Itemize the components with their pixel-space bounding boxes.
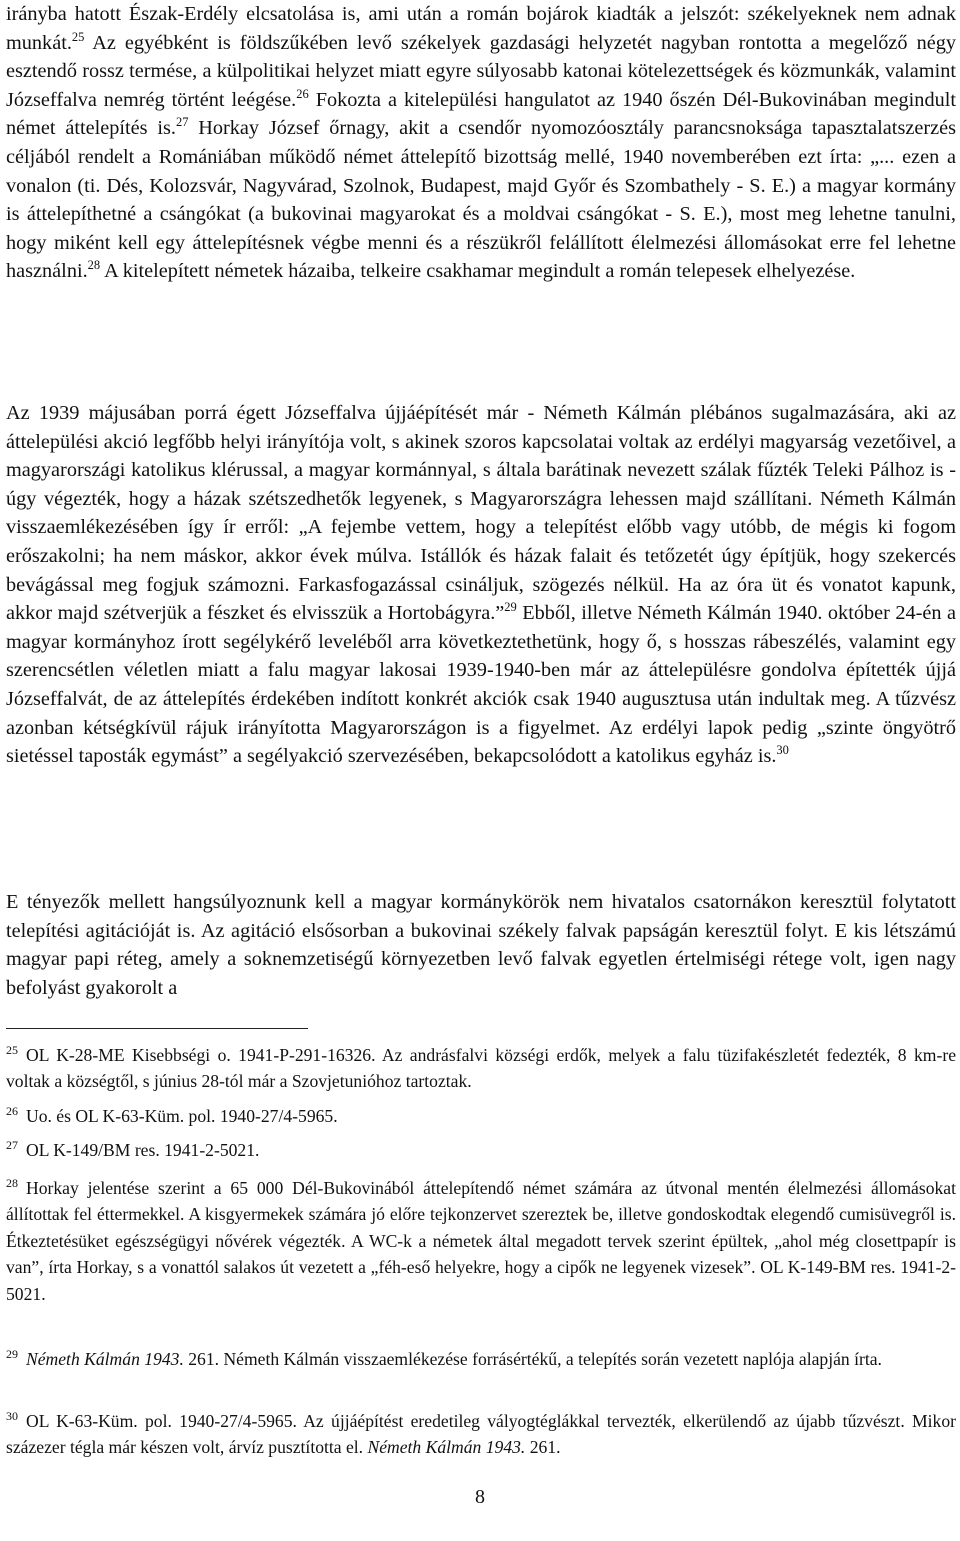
paragraph-text: irányba hatott Észak-Erdély elcsatolása is, ami után a román bojárok kiadták a jelszót: székelyeknek nem adnak munkát.: [6, 3, 956, 54]
paragraph-3: [6, 888, 956, 1002]
footnote-number: 28: [6, 1176, 18, 1191]
paragraph-text: E tényezők mellett hangsúlyoznunk kell a magyar kormánykörök nem hivatalos csatornákon keresztül folytatott telepítési agitációját is. Az agitáció elsősorban a bukovinai székely falvak papságán keresztül folyt. E kis létszámú magyar papi réteg, amely a soknemzetiségű környezetben levő falvak egyetlen értelmiségi rétege volt, igen nagy befolyást gyakorolt a: [6, 891, 956, 999]
paragraph-2: [6, 399, 956, 771]
footnote-separator: [6, 1028, 308, 1029]
footnote-text-end: 261.: [525, 1437, 561, 1458]
footnote-28: [6, 1175, 956, 1307]
footnote-30: [6, 1408, 956, 1461]
footnote-ref-26: 26: [296, 87, 309, 102]
footnote-29: [6, 1346, 956, 1372]
footnote-text: 261. Németh Kálmán visszaemlékezése forrásértékű, a telepítés során vezetett naplója alapján írta.: [183, 1349, 882, 1369]
footnote-text: OL K-28-ME Kisebbségi o. 1941-P-291-16326. Az andrásfalvi községi erdők, melyek a falu tüzifakészletét fedezték, 8 km-re voltak a községtől, s június 28-tól már a Szovjetunióhoz tartoztak.: [6, 1045, 956, 1092]
paragraph-text: Az 1939 májusában porrá égett Józseffalva újjáépítését már - Németh Kálmán plébános sugalmazására, aki az áttelepülési akció legfőbb helyi irányítója volt, s akinek szoros kapcsolatai voltak az erdélyi magyarság vezetőivel, a magyarországi katolikus klérussal, a magyar kormánnyal, s általa barátinak nevezett szálak fűzték Teleki Pálhoz is - úgy végezték, hogy a házak szétszedhetők legyenek, s Magyarországra lehessen majd szállítani. Németh Kálmán visszaemlékezésében így ír erről: „A fejembe vettem, hogy a telepítést előbb vagy utóbb, de mégis ki fogom erőszakolni; ha nem máskor, akkor évek múlva. Istállók és házak falait és tetőzetét úgy építjük, hogy szekercés bevágással meg fogjuk számozni. Farkasfogazással csináljuk, szögezés nélkül. Ha az óra üt és vonatot kapunk, akkor majd szétverjük a fészket és elvisszük a Hortobágyra.”: [6, 402, 956, 625]
paragraph-text: A kitelepített németek házaiba, telkeire csakhamar megindult a román telepesek elhelyezése.: [100, 260, 856, 283]
paragraph-text: Az egyébként is földszűkében levő székelyek gazdasági helyzetét nagyban rontotta a megelőző négy esztendő rossz termése, a külpolitikai helyzet miatt egyre súlyosabb katonai kötelezettségek és közmunkák, valamint Józseffalva nemrég történt leégése.: [6, 31, 956, 111]
paragraph-text: Horkay József őrnagy, akit a csendőr nyomozóosztály parancsnoksága tapasztalatszerzés céljából rendelt a Romániában működő német áttelepítő bizottság mellé, 1940 novemberében ezt írta: „... ezen a vonalon (ti. Dés, Kolozsvár, Nagyvárad, Szolnok, Budapest, majd Győr és Szombathely - S. E.) a magyar kormány is áttelepíthetné a csángókat (a bukovinai magyarokat és a moldvai csángókat - S. E.), most meg lehetne tanulni, hogy miként kell egy áttelepítésnek végbe menni és a részükről felállított élelmezési állomásokat erre fel lehetne használni.: [6, 117, 956, 283]
footnote-ref-25: 25: [71, 29, 85, 44]
footnote-26: [6, 1103, 956, 1129]
footnote-number: 25: [6, 1043, 18, 1058]
footnote-number: 29: [6, 1347, 18, 1362]
footnote-number: 27: [6, 1138, 18, 1153]
footnote-ref-29: 29: [504, 600, 517, 615]
footnote-source-italic: Németh Kálmán 1943.: [367, 1437, 526, 1458]
paragraph-text: Ebből, illetve Németh Kálmán 1940. október 24-én a magyar kormányhoz írott segélykérő leveléből arra következtethetünk, hogy ő, s hosszas rábeszélés, valamint egy szerencsétlen véletlen miatt a falu magyar lakosai 1939-1940-ben már az áttelepülésre gondolva építették újjá Józseffalvát, de az áttelepítés érdekében indított konkrét akciók csak 1940 augusztusa után indultak meg. A tűzvész azonban kétségkívül rájuk irányította Magyarországon is a figyelmet. Az erdélyi lapok pedig „szinte öngyötrő sietéssel taposták egymást” a segélyakció szervezésében, bekapcsolódott a katolikus egyház is.: [6, 602, 956, 768]
footnote-text: Horkay jelentése szerint a 65 000 Dél-Bukovinából áttelepítendő német számára az útvonal mentén élelmezési állomásokat állítottak fel éttermekkel. A kisgyermekek számára jó előre tejkonzervet szereztek be, illetve gondoskodtak elegendő cumisüvegről is. Étkeztetésüket egészségügyi nővérek végezték. A WC-k a németek által megadott tervek szerint épültek, „ahol még closettpapír is van”, írta Horkay, s a vonattól salakos út vezetett a „féh-eső helyekre, hogy a cipők ne legyenek vizesek”. OL K-149-BM res. 1941-2-5021.: [6, 1178, 956, 1304]
footnote-source-italic: Németh Kálmán 1943.: [26, 1349, 184, 1369]
footnote-text: Uo. és OL K-63-Küm. pol. 1940-27/4-5965.: [26, 1106, 338, 1126]
paragraph-1: [6, 0, 956, 286]
footnote-25: [6, 1042, 956, 1095]
footnote-ref-30: 30: [776, 743, 789, 758]
footnote-27: [6, 1137, 956, 1163]
footnote-text: OL K-149/BM res. 1941-2-5021.: [26, 1140, 260, 1160]
page-number: 8: [475, 1486, 485, 1508]
footnote-number: 30: [6, 1409, 18, 1424]
footnote-text: OL K-63-Küm. pol. 1940-27/4-5965. Az újjáépítést eredetileg vályogtéglákkal tervezték, elkerülendő az újabb tűzvészt. Mikor százezer tégla már készen volt, árvíz pusztította el.: [6, 1411, 956, 1458]
paragraph-text: Fokozta a kitelepülési hangulatot az 1940 őszén Dél-Bukovinában megindult német áttelepítés is.: [6, 88, 956, 140]
footnote-ref-27: 27: [175, 115, 189, 130]
footnote-number: 26: [6, 1104, 18, 1119]
footnote-ref-28: 28: [87, 258, 101, 273]
